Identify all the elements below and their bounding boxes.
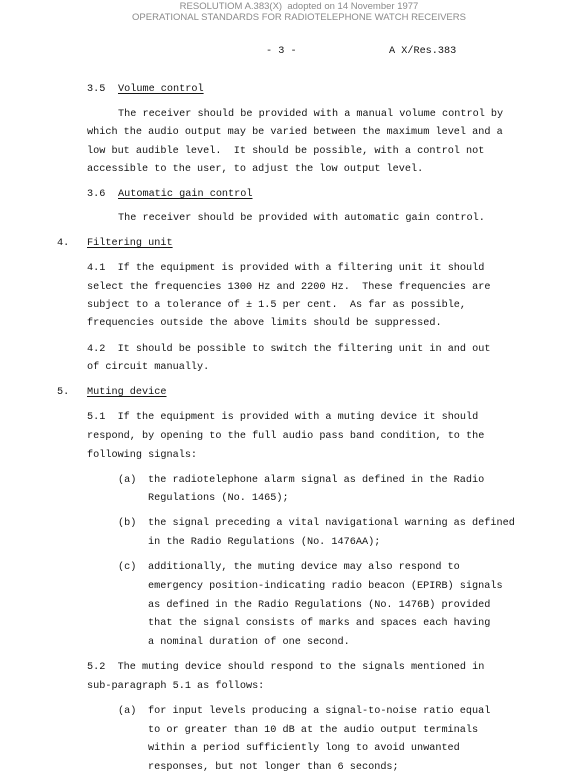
list-item-line: additionally, the muting device may also respond to	[148, 562, 460, 573]
paragraph-line: sub-paragraph 5.1 as follows:	[87, 681, 265, 692]
list-item-label: (a)	[118, 475, 137, 486]
paragraph-line: 5.2 The muting device should respond to the signals mentioned in	[87, 662, 485, 673]
paragraph-line: 5.1 If the equipment is provided with a muting device it should	[87, 412, 479, 423]
paragraph-line: following signals:	[87, 450, 198, 461]
section-number: 3.6	[87, 189, 106, 200]
paragraph-line: The receiver should be provided with a manual volume control by	[118, 109, 504, 120]
list-item-label: (c)	[118, 562, 137, 573]
list-item-label: (b)	[118, 518, 137, 529]
section-title: Volume control	[118, 84, 204, 95]
section-title: Automatic gain control	[118, 189, 253, 200]
list-item-line: the signal preceding a vital navigational warning as defined	[148, 518, 515, 529]
list-item-line: in the Radio Regulations (No. 1476AA);	[148, 537, 381, 548]
list-item-line: Regulations (No. 1465);	[148, 493, 289, 504]
paragraph-line: 4.1 If the equipment is provided with a filtering unit it should	[87, 263, 485, 274]
section-title: Filtering unit	[87, 238, 173, 249]
paragraph-line: accessible to the user, to adjust the low output level.	[87, 164, 424, 175]
document-reference: A X/Res.383	[389, 46, 457, 57]
list-item-label: (a)	[118, 706, 137, 717]
paragraph-line: The receiver should be provided with automatic gain control.	[118, 213, 485, 224]
paragraph-line: respond, by opening to the full audio pass band condition, to the	[87, 431, 485, 442]
list-item-line: the radiotelephone alarm signal as defined in the Radio	[148, 475, 485, 486]
paragraph-line: which the audio output may be varied between the maximum level and a	[87, 127, 503, 138]
page-number: - 3 -	[266, 46, 297, 57]
list-item-line: that the signal consists of marks and spaces each having	[148, 618, 491, 629]
list-item-line: emergency position-indicating radio beacon (EPIRB) signals	[148, 581, 503, 592]
paragraph-line: frequencies outside the above limits should be suppressed.	[87, 318, 442, 329]
document-title-header: OPERATIONAL STANDARDS FOR RADIOTELEPHONE WATCH RECEIVERS	[132, 12, 466, 23]
list-item-line: responses, but not longer than 6 seconds;	[148, 762, 399, 773]
resolution-header: RESOLUTIOM A.383(X) adopted on 14 November 1977	[179, 1, 419, 12]
list-item-line: to or greater than 10 dB at the audio output terminals	[148, 725, 479, 736]
section-title: Muting device	[87, 387, 167, 398]
list-item-line: a nominal duration of one second.	[148, 637, 350, 648]
list-item-line: as defined in the Radio Regulations (No. 1476B) provided	[148, 600, 491, 611]
paragraph-line: subject to a tolerance of ± 1.5 per cent. As far as possible,	[87, 300, 467, 311]
section-number: 5.	[57, 387, 70, 398]
section-number: 3.5	[87, 84, 106, 95]
list-item-line: for input levels producing a signal-to-noise ratio equal	[148, 706, 491, 717]
paragraph-line: select the frequencies 1300 Hz and 2200 Hz. These frequencies are	[87, 282, 491, 293]
list-item-line: within a period sufficiently long to avoid unwanted	[148, 743, 460, 754]
paragraph-line: low but audible level. It should be possible, with a control not	[87, 146, 485, 157]
paragraph-line: of circuit manually.	[87, 362, 210, 373]
section-number: 4.	[57, 238, 70, 249]
paragraph-line: 4.2 It should be possible to switch the filtering unit in and out	[87, 344, 491, 355]
